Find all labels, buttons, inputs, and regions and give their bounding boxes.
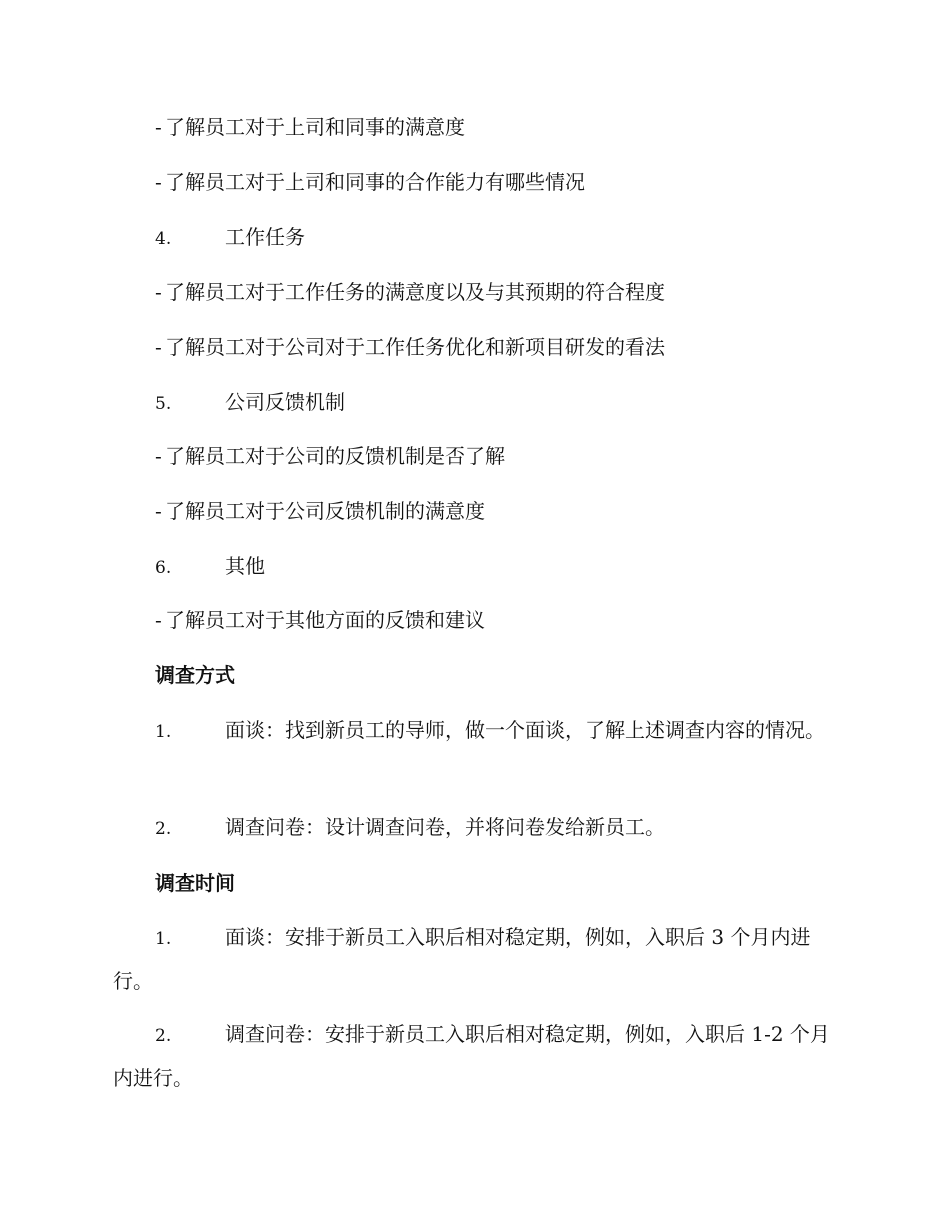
bullet-item <box>155 170 585 194</box>
item-number: 2. <box>155 1026 172 1046</box>
item-text: 工作任务 <box>225 225 305 249</box>
method-item-2 <box>113 806 833 850</box>
bullet-text: 了解员工对于公司的反馈机制是否了解 <box>165 444 505 468</box>
bullet-text: 了解员工对于公司对于工作任务优化和新项目研发的看法 <box>165 335 665 359</box>
time-item-1 <box>113 916 833 1002</box>
item-number: 1. <box>155 722 172 742</box>
dash-marker: - <box>155 335 162 359</box>
bullet-text: 了解员工对于其他方面的反馈和建议 <box>165 608 485 632</box>
dash-marker: - <box>155 170 162 194</box>
section-heading-time: 调查时间 <box>155 871 235 895</box>
item-number: 4. <box>155 229 172 249</box>
bullet-text: 了解员工对于上司和同事的合作能力有哪些情况 <box>165 170 585 194</box>
section-heading-method: 调查方式 <box>155 663 235 687</box>
time-item-2 <box>113 1013 833 1099</box>
bullet-text: 了解员工对于公司反馈机制的满意度 <box>165 499 485 523</box>
item-text: 调查问卷：安排于新员工入职后相对稳定期，例如，入职后 1-2 个月内进行。 <box>113 1022 830 1090</box>
bullet-item <box>155 280 665 304</box>
numbered-item <box>155 390 345 416</box>
item-number: 1. <box>155 929 172 949</box>
bullet-item <box>155 444 505 468</box>
item-text: 面谈：找到新员工的导师，做一个面谈，了解上述调查内容的情况。 <box>225 718 825 742</box>
dash-marker: - <box>155 115 162 139</box>
numbered-item <box>155 554 265 580</box>
method-item-1 <box>113 709 833 753</box>
item-text: 调查问卷：设计调查问卷，并将问卷发给新员工。 <box>225 815 665 839</box>
dash-marker: - <box>155 499 162 523</box>
item-text: 面谈：安排于新员工入职后相对稳定期，例如，入职后 3 个月内进行。 <box>113 925 811 993</box>
dash-marker: - <box>155 608 162 632</box>
dash-marker: - <box>155 280 162 304</box>
bullet-item <box>155 608 485 632</box>
dash-marker: - <box>155 444 162 468</box>
bullet-text: 了解员工对于上司和同事的满意度 <box>165 115 465 139</box>
item-number: 2. <box>155 819 172 839</box>
item-text: 公司反馈机制 <box>225 390 345 414</box>
bullet-item <box>155 499 485 523</box>
numbered-item <box>155 225 305 251</box>
bullet-item <box>155 335 665 359</box>
item-text: 其他 <box>225 554 265 578</box>
item-number: 6. <box>155 558 172 578</box>
item-number: 5. <box>155 394 172 414</box>
bullet-text: 了解员工对于工作任务的满意度以及与其预期的符合程度 <box>165 280 665 304</box>
bullet-item <box>155 115 465 139</box>
